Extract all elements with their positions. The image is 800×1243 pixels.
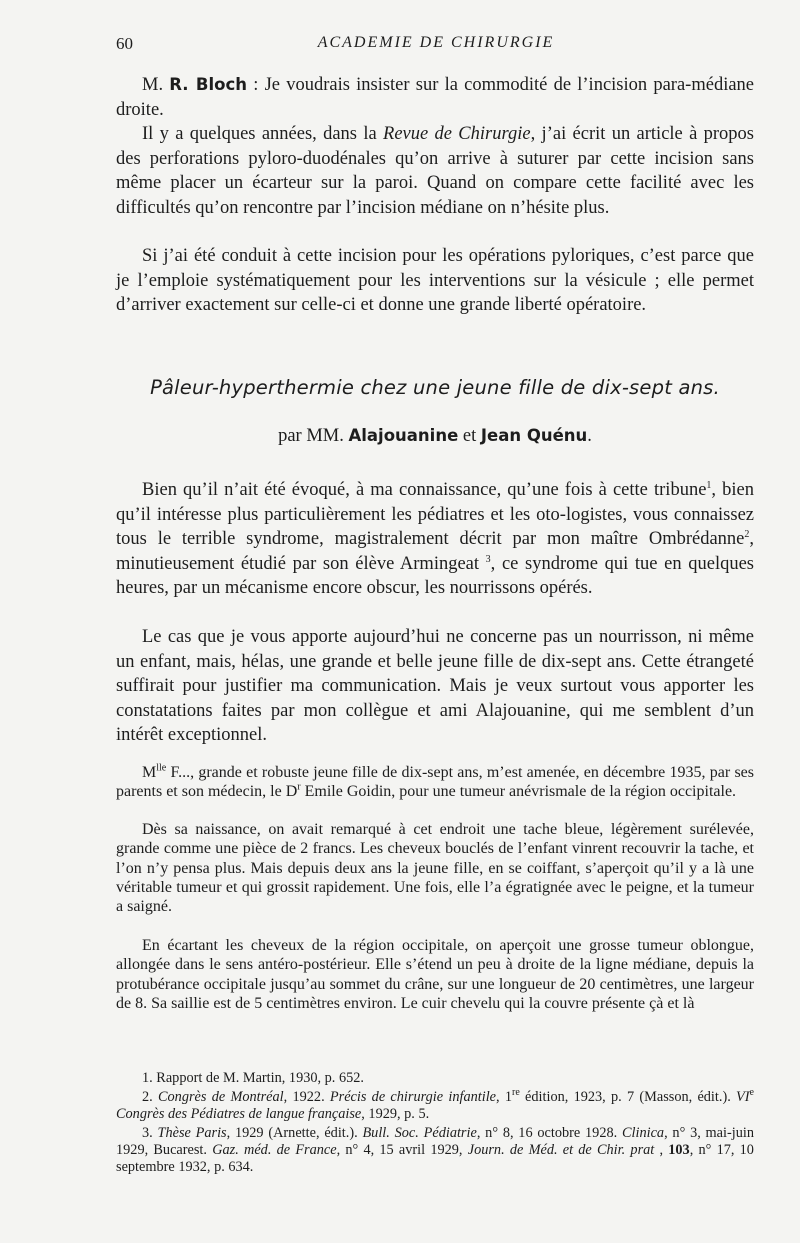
text-run: , n° 17, 10 septembre 1932, p. 634. <box>116 1142 754 1175</box>
speaker-name: R. Bloch <box>169 75 248 94</box>
text-run: , <box>654 1142 669 1158</box>
text-run: 3. <box>142 1125 158 1141</box>
text-run: , bien qu’il intéresse plus particulièrement les pédiatres et les oto-logistes, vous connaissez tous le terrible syndrome, magistralement décrit par mon maître Ombrédanne <box>116 480 754 549</box>
text-run: Emile Goidin, pour une tumeur anévrismale de la région occipitale. <box>300 783 737 801</box>
text-run: , n° 8, 16 octobre 1928. <box>476 1125 622 1141</box>
text-run: , ce syndrome qui tue en quelques heures, par un mécanisme encore obscur, les nourrissons opérés. <box>116 553 754 598</box>
italic-run: Clinica <box>621 1125 665 1141</box>
text-run: Bien qu’il n’ait été évoqué, à ma connaissance, qu’une fois à cette tribune <box>142 480 707 500</box>
text-run: , j’ai écrit un article à propos des perforations pyloro-duodénales qu’on arrive à suturer par cette incision sans même placer un écarteur sur la paroi. Quand on compare cette facilité avec les difficultés qu’on rencontre par l’incision médiane on n’hésite plus. <box>116 124 754 218</box>
text-run: édition, 1923, p. 7 (Masson, édit.). <box>519 1089 737 1105</box>
italic-run: Thèse Paris <box>157 1125 227 1141</box>
italic-run: Gaz. méd. de France <box>212 1142 337 1158</box>
italic-run: Journ. de Méd. et de Chir. prat <box>467 1142 655 1158</box>
text-run: M <box>142 764 157 781</box>
intro-paragraph <box>116 478 754 601</box>
italic-run: Congrès de Montréal <box>157 1089 284 1105</box>
byline-conjunction: et <box>458 426 481 446</box>
text-run: , 1 <box>496 1089 512 1105</box>
text-run: , 1929 (Arnette, édit.). <box>226 1125 363 1141</box>
author-1: Alajouanine <box>348 426 459 445</box>
case-paragraph-1 <box>116 763 754 802</box>
text-run: , n° 4, 15 avril 1929, <box>336 1142 468 1158</box>
text-run: , minutieusement étudié par son élève Armingeat <box>116 529 754 574</box>
article-title: Pâleur-hyperthermie chez une jeune fille de dix-sept ans. <box>150 376 720 399</box>
bloch-paragraph-3: Si j’ai été conduit à cette incision pour les opérations pyloriques, c’est parce que je l’emploie systématiquement pour les interventions sur la vésicule ; elle permet d’arriver exactement sur celle-ci et donne une grande liberté opératoire. <box>116 246 754 315</box>
superscript: r <box>297 781 301 793</box>
second-paragraph: Le cas que je vous apporte aujourd’hui ne concerne pas un nourrisson, ni même un enfant, mais, hélas, une grande et belle jeune fille de dix-sept ans. Cette étrangeté suffirait pour justifier ma communication. Mais je veux surtout vous apporter les constatations faites par mon collègue et ami Alajouanine, qui me semblent d’un intérêt exceptionnel. <box>116 627 754 745</box>
text-run: , 1929, p. 5. <box>361 1106 430 1122</box>
footnote-ref: 2 <box>744 528 750 540</box>
text-run: , 1922. <box>283 1089 330 1105</box>
italic-run: Bull. Soc. Pédiatrie <box>362 1125 477 1141</box>
text-run: 2. <box>142 1089 158 1105</box>
superscript: re <box>512 1087 520 1099</box>
bloch-paragraph-1 <box>116 73 754 122</box>
footnote-ref: 3 <box>485 553 491 565</box>
byline-suffix: . <box>587 426 592 446</box>
running-title: ACADEMIE DE CHIRURGIE <box>317 34 555 51</box>
superscript: e <box>749 1087 754 1099</box>
bold-run: 103 <box>668 1142 690 1158</box>
page-header <box>116 34 756 58</box>
italic-run: Congrès des Pédiatres de langue française <box>116 1106 362 1122</box>
speaker-prefix: M. <box>142 75 170 95</box>
bloch-paragraph-2 <box>116 122 754 220</box>
journal-title: Revue de Chirurgie <box>383 124 531 144</box>
footnote-3 <box>116 1125 754 1176</box>
italic-run: VI <box>736 1089 750 1105</box>
footnote-2 <box>116 1089 754 1123</box>
author-2: Jean Quénu <box>480 426 588 445</box>
case-paragraph-2: Dès sa naissance, on avait remarqué à cet endroit une tache bleue, légèrement surélevée, grande comme une pièce de 2 francs. Les cheveux bouclés de l’enfant vinrent recouvrir la tache, et l’on n’y pensa plus. Mais depuis deux ans la jeune fille, en se coiffant, s’aperçoit qu’il y a là une véritable tumeur et qui grossit rapidement. Une fois, elle l’a égratignée avec le peigne, et la tumeur a saigné. <box>116 821 754 916</box>
italic-run: Précis de chirurgie infantile <box>329 1089 497 1105</box>
footnote-1: 1. Rapport de M. Martin, 1930, p. 652. <box>142 1070 364 1086</box>
case-paragraph-3: En écartant les cheveux de la région occipitale, on aperçoit une grosse tumeur oblongue, allongée dans le sens antéro-postérieur. Elle s’étend un peu à droite de la ligne médiane, depuis la protubérance occipitale jusqu’au sommet du crâne, sur une longueur de 20 centimètres, une largeur de 8. Sa saillie est de 5 centimètres environ. Le cuir chevelu qui la couvre présente çà et là <box>116 937 754 1012</box>
footnote-ref: 1 <box>706 479 712 491</box>
text-run: , n° 3, mai-juin 1929, Bucarest. <box>116 1125 755 1158</box>
byline-prefix: par MM. <box>278 426 349 446</box>
bloch-text: : Je voudrais insister sur la commodité de l’incision para-médiane droite. <box>116 75 755 120</box>
superscript: lle <box>156 762 167 774</box>
text-run: Il y a quelques années, dans la <box>142 124 384 144</box>
page-number: 60 <box>116 34 133 53</box>
text-run: F..., grande et robuste jeune fille de dix-sept ans, m’est amenée, en décembre 1935, par ses parents et son médecin, le D <box>116 764 754 801</box>
article-byline <box>116 426 754 447</box>
